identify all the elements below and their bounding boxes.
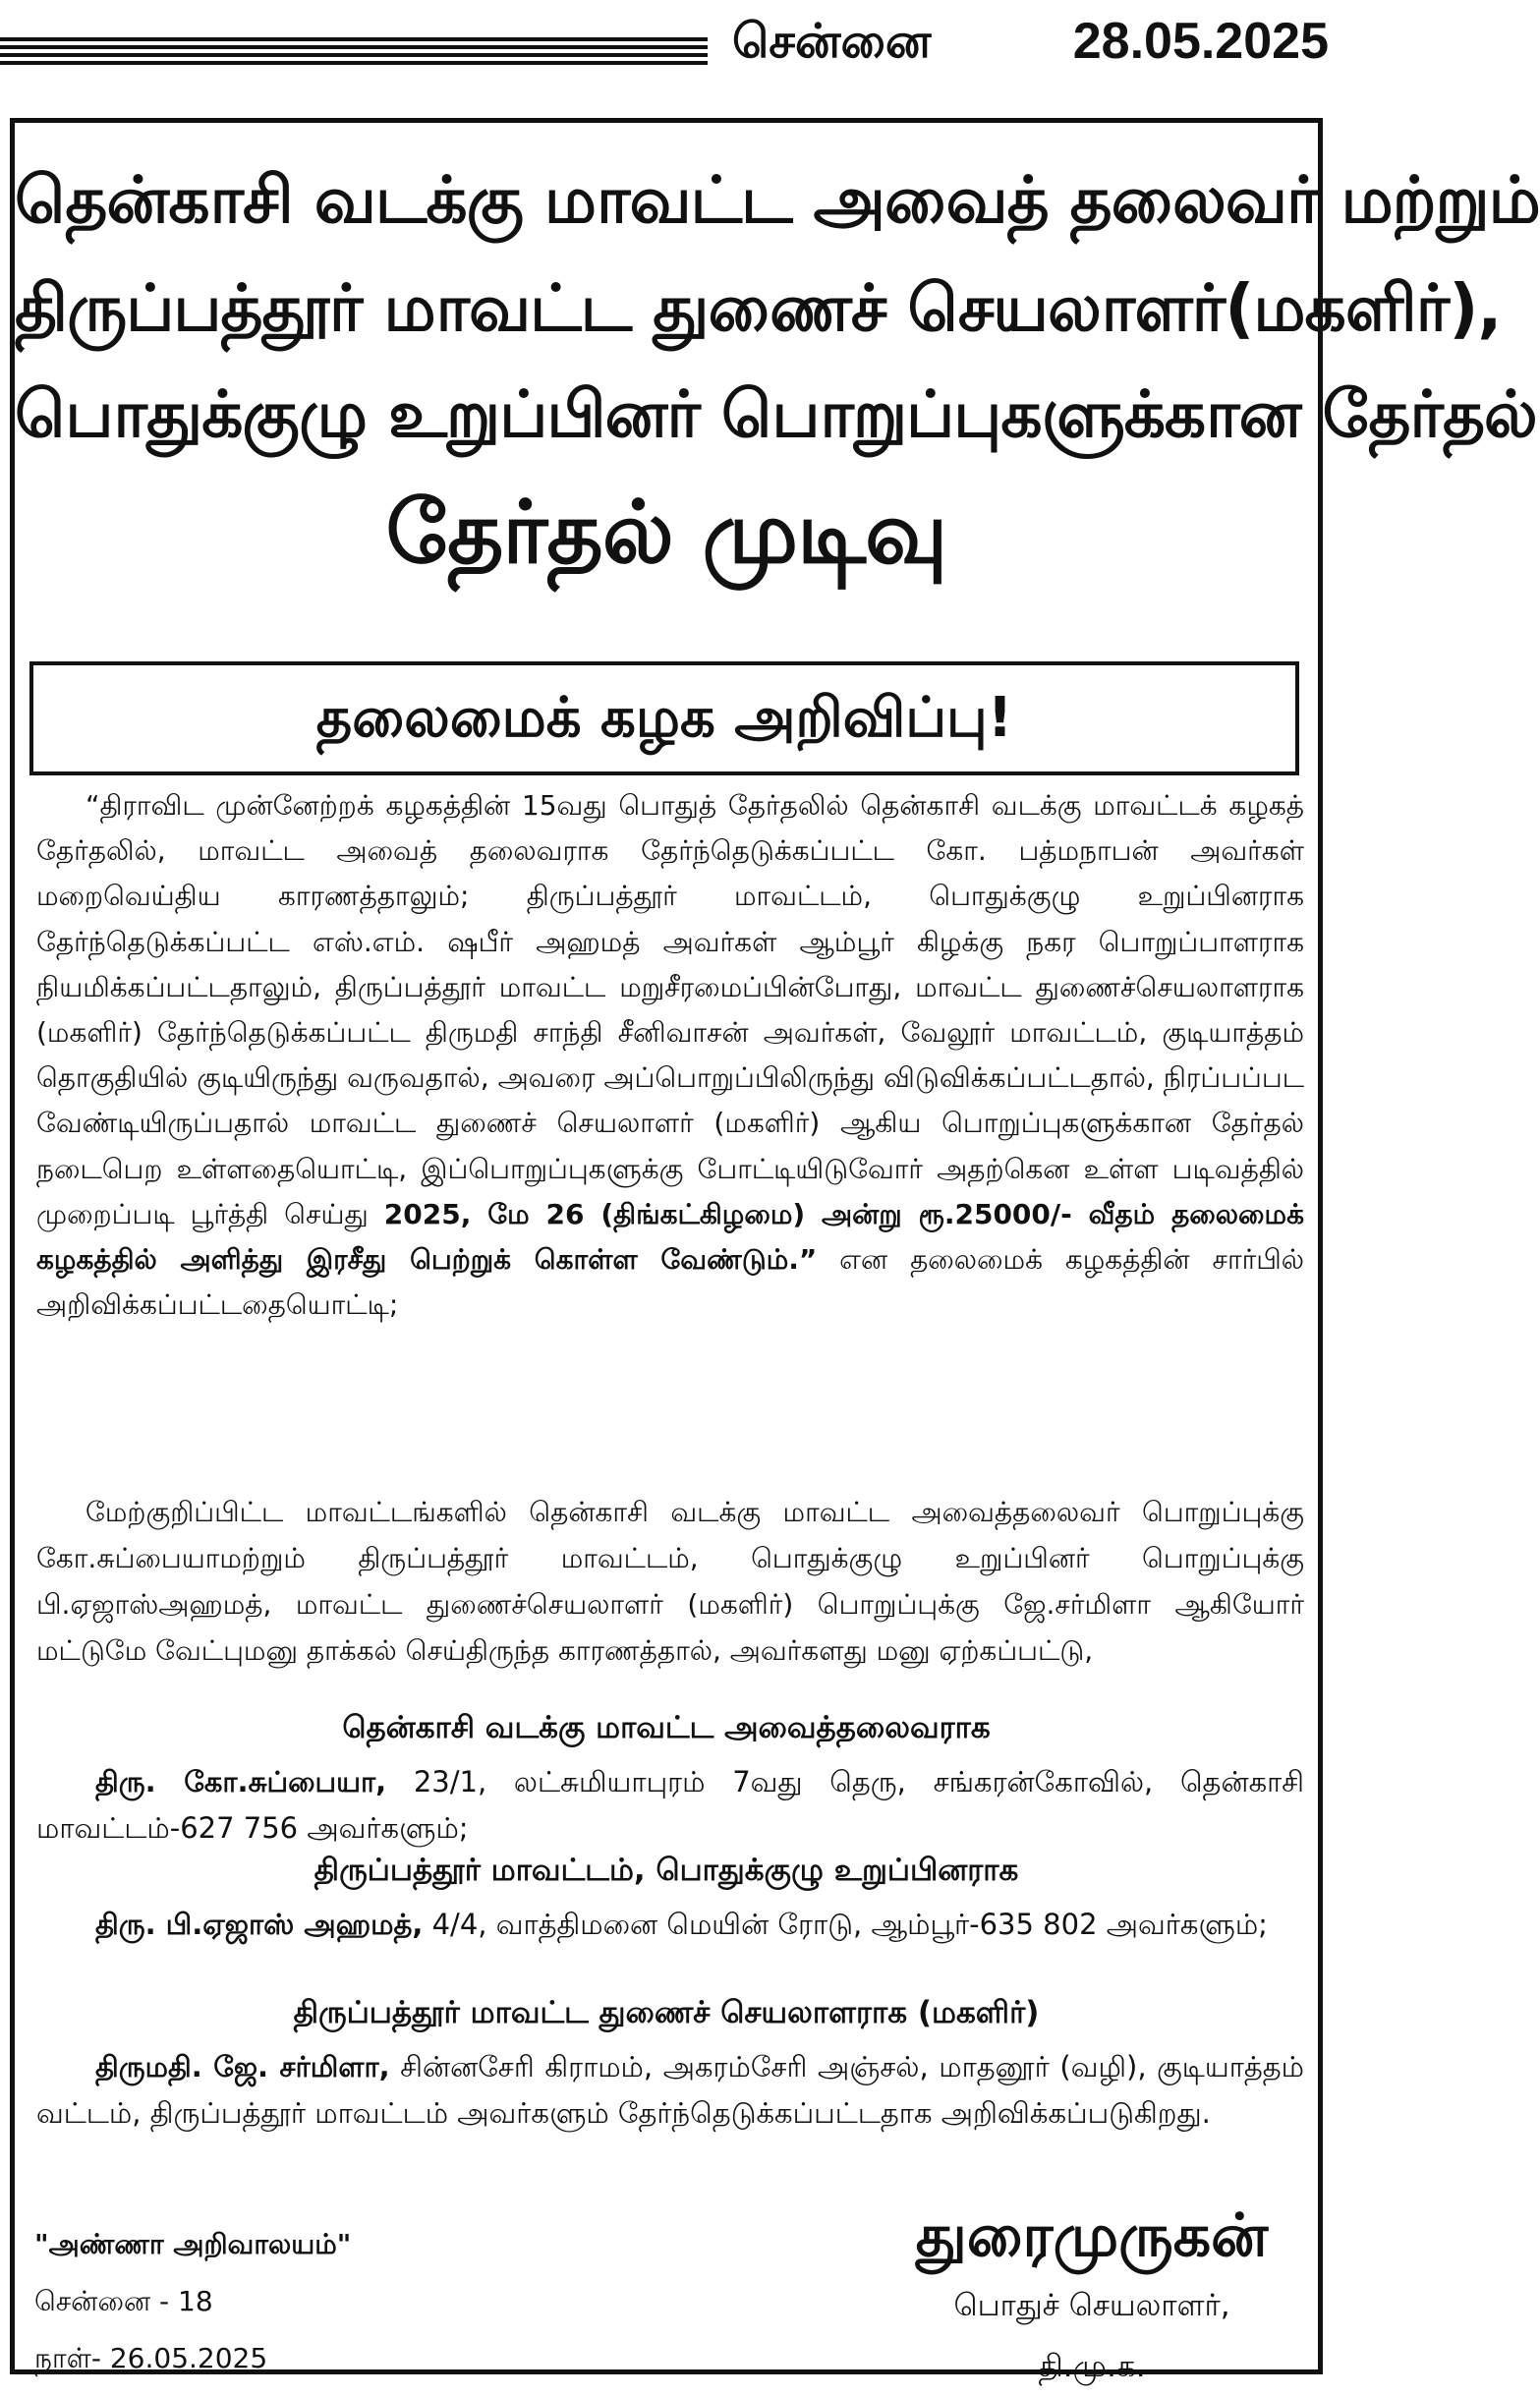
paragraph-nominations: மேற்குறிப்பிட்ட மாவட்டங்களில் தென்காசி வடக்கு மாவட்ட அவைத்தலைவர் பொறுப்புக்கு கோ.சுப்பையாமற்றும் திருப்பத்தூர் மாவட்டம், பொதுக்குழு உறுப்பினர் பொறுப்புக்கு பி.ஏஜாஸ்அஹமத், மாவட்ட துணைச்செயலாளர் (மகளிர்) பொறுப்புக்கு ஜே.சர்மிளா ஆகியோர் மட்டுமே வேட்புமனு தாக்கல் செய்திருந்த காரணத்தால், அவர்களது மனு ஏற்கப்பட்டு,	[36, 1496, 1304, 1667]
result-name-1: திரு. கோ.சுப்பையா,	[95, 1765, 387, 1798]
header-date: 28.05.2025	[1072, 13, 1329, 70]
issuing-address	[34, 2216, 351, 2387]
masthead-strip	[0, 0, 1339, 98]
address-building: "அண்ணா அறிவாலயம்"	[34, 2228, 352, 2260]
result-name-2: திரு. பி.ஏஜாஸ் அஹமத்,	[95, 1908, 424, 1941]
headline-line-3: பொதுக்குழு உறுப்பினர் பொறுப்புகளுக்கான தேர்தல்	[15, 376, 1537, 452]
headline-line-1: தென்காசி வடக்கு மாவட்ட அவைத் தலைவர் மற்றும்	[15, 162, 1540, 238]
notice-title-box	[29, 661, 1299, 775]
paragraph-background-text: “திராவிட முன்னேற்றக் கழகத்தின் 15வது பொதுத் தேர்தலில் தென்காசி வடக்கு மாவட்டக் கழகத் தேர்தலில், மாவட்ட அவைத் தலைவராக தேர்ந்தெடுக்கப்பட்ட கோ. பத்மநாபன் அவர்கள் மறைவெய்திய காரணத்தாலும்; திருப்பத்தூர் மாவட்டம், பொதுக்குழு உறுப்பினராக தேர்ந்தெடுக்கப்பட்ட எஸ்.எம். ஷபீர் அஹமத் அவர்கள் ஆம்பூர் கிழக்கு நகர பொறுப்பாளராக நியமிக்கப்பட்டதாலும், திருப்பத்தூர் மாவட்ட மறுசீரமைப்பின்போது, மாவட்ட துணைச்செயலாளராக (மகளிர்) தேர்ந்தெடுக்கப்பட்ட திருமதி சாந்தி சீனிவாசன் அவர்கள், வேலூர் மாவட்டம், குடியாத்தம் தொகுதியில் குடியிருந்து வருவதால், அவரை அப்பொறுப்பிலிருந்து விடுவிக்கப்பட்டதால், நிரப்பப்பட வேண்டியிருப்பதால் மாவட்ட துணைச் செயலாளர் (மகளிர்) ஆகிய பொறுப்புகளுக்கான தேர்தல் நடைபெற உள்ளதையொட்டி, இப்பொறுப்புகளுக்கு போட்டியிடுவோர் அதற்கென உள்ள படிவத்தில் முறைப்படி பூர்த்தி செய்து	[36, 789, 1304, 1230]
result-entry-2	[36, 1902, 1304, 1948]
result-details-3: சின்னசேரி கிராமம், அகரம்சேரி அஞ்சல், மாதனூர் (வழி), குடியாத்தம் வட்டம், திருப்பத்தூர் மாவட்டம் அவர்களும் தேர்ந்தெடுக்கப்பட்டதாக அறிவிக்கப்படுகிறது.	[36, 2050, 1304, 2130]
paragraph-background	[36, 783, 1304, 1328]
signatory-designation: பொதுச் செயலாளர்,	[953, 2288, 1230, 2323]
headline-line-2: திருப்பத்தூர் மாவட்ட துணைச் செயலாளர்(மகளிர்),	[15, 270, 1502, 346]
result-heading-3: திருப்பத்தூர் மாவட்ட துணைச் செயலாளராக (மகளிர்)	[293, 1995, 1040, 2030]
paragraph-background-end: என தலைமைக் கழகத்தின் சார்பில் அறிவிக்கப்பட்டதையொட்டி;	[36, 1243, 1304, 1322]
announcement-frame	[10, 118, 1540, 2384]
party-name: தி.மு.க.	[1038, 2349, 1146, 2384]
result-heading-2: திருப்பத்தூர் மாவட்டம், பொதுக்குழு உறுப்பினராக	[314, 1853, 1019, 1888]
issue-date: நாள்- 26.05.2025	[34, 2342, 268, 2374]
signature-block	[885, 2197, 1298, 2397]
result-details-2: 4/4, வாத்திமனை மெயின் ரோடு, ஆம்பூர்-635 802 அவர்களும்;	[423, 1908, 1268, 1941]
result-heading-1: தென்காசி வடக்கு மாவட்ட அவைத்தலைவராக	[342, 1710, 991, 1745]
address-city: சென்னை - 18	[34, 2285, 213, 2317]
notice-title: தலைமைக் கழக அறிவிப்பு!	[315, 686, 1013, 750]
paragraph-background-bold: 2025, மே 26 (திங்கட்கிழமை) அன்று ரூ.25000/- வீதம் தலைமைக் கழகத்தில் அளித்து இரசீது பெற்றுக் கொள்ள வேண்டும்.”	[36, 1197, 1304, 1277]
result-name-3: திருமதி. ஜே. சர்மிளா,	[95, 2050, 390, 2083]
result-entry-3	[36, 2044, 1304, 2137]
signatory-name: துரைமுருகன்	[915, 2201, 1269, 2270]
result-details-1: 23/1, லட்சுமியாபுரம் 7வது தெரு, சங்கரன்கோவில், தென்காசி மாவட்டம்-627 756 அவர்களும்;	[36, 1765, 1304, 1845]
result-entry-1	[36, 1759, 1304, 1852]
headline-result: தேர்தல் முடிவு	[385, 482, 947, 583]
decorative-rule-lines	[0, 37, 708, 67]
header-place: சென்னை	[732, 14, 932, 69]
